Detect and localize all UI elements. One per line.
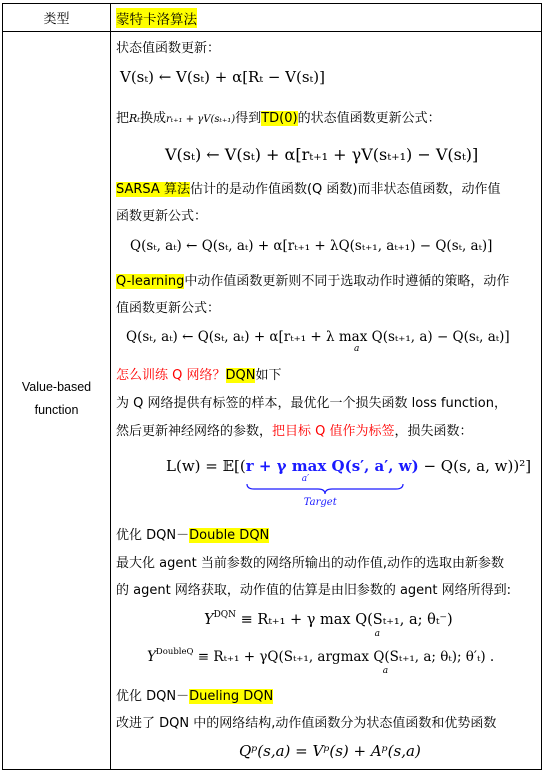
text-optimize-dqn-1: 优化 DQN－	[116, 528, 190, 543]
row-label-line2: function	[34, 403, 79, 417]
text-dedao: 得到	[235, 111, 262, 126]
text-ruxia: 如下	[255, 368, 282, 383]
text-q-update-formula: 函数更新公式：	[116, 209, 208, 224]
equation-dqn-loss	[166, 457, 532, 508]
text-replace-rt	[116, 109, 441, 130]
type-header: 类型	[43, 12, 70, 27]
qlearning-highlight: Q-learning	[116, 274, 185, 289]
equation-qlearning	[126, 329, 510, 354]
text-qlearning	[116, 272, 509, 292]
double-dqn-highlight: Double DQN	[189, 528, 270, 543]
loss-max-sub: a′	[301, 474, 310, 484]
text-update-params	[116, 422, 473, 442]
algorithm-table	[2, 3, 542, 770]
equation-td0: V(sₜ) ← V(sₜ) + α[rₜ₊₁ + γV(sₜ₊₁) − V(sₜ)]	[165, 145, 479, 164]
equation-dueling: Qᵖ(s,a) = Vᵖ(s) + Aᵖ(s,a)	[239, 742, 421, 760]
target-brace-icon	[246, 483, 404, 495]
text-sarsa-desc: 估计的是动作值函数(Q 函数)而非状态值函数，动作值	[189, 182, 501, 197]
text-double-dqn	[116, 526, 269, 546]
text-how-train: 怎么训练 Q 网络？	[116, 368, 226, 383]
qlearning-eq-right: Q(sₜ₊₁, a) − Q(sₜ, aₜ)]	[371, 329, 510, 345]
loss-eq-left: L(w) = 𝔼[(	[166, 457, 246, 475]
double-q-text: ≡ Rₜ₊₁ + γQ(Sₜ₊₁, argmax Q(Sₜ₊₁, a; θₜ); θ′ₜ) .	[197, 649, 495, 665]
qlearning-eq-part1	[126, 329, 368, 354]
text-double-dqn-desc2: 的 agent 网络获取，动作值的估算是由旧参数的 agent 网络所得到:	[116, 583, 512, 598]
text-qlearning-desc: 中动作值函数更新则不同于选取动作时遵循的策略，动作	[184, 274, 510, 289]
text-label-samples: 为 Q 网络提供有标签的样本，最优化一个损失函数 loss function，	[116, 396, 507, 411]
text-q-value-formula: 值函数更新公式：	[116, 301, 221, 316]
text-dueling-desc: 改进了 DQN 中的网络结构,动作值函数分为状态值函数和优势函数	[116, 716, 497, 731]
text-sarsa	[116, 180, 500, 200]
symbol-rt: Rₜ	[129, 112, 141, 125]
text-dueling-dqn	[116, 687, 273, 707]
text-update-nn: 然后更新神经网络的参数，	[116, 424, 273, 439]
text-how-train-q	[116, 366, 281, 386]
dqn-max-sub: a	[374, 629, 381, 639]
loss-target-term	[245, 457, 419, 508]
algorithm-title	[116, 4, 197, 31]
text-loss: ，损失函数：	[394, 424, 473, 439]
algorithm-title-text: 蒙特卡洛算法	[116, 8, 197, 28]
row-label	[3, 376, 110, 422]
td0-highlight: TD(0)	[261, 111, 298, 126]
y-symbol-1: Y	[204, 612, 214, 628]
equation-mc-update: V(sₜ) ← V(sₜ) + α[Rₜ − V(sₜ)]	[120, 68, 325, 86]
row-label-line1: Value-based	[21, 380, 92, 394]
target-label: Target	[303, 497, 337, 508]
argmax-sub: a	[382, 666, 389, 676]
equation-double-q-target	[147, 647, 495, 676]
dqn-highlight: DQN	[225, 368, 256, 383]
y-dqn-sup: DQN	[213, 610, 237, 620]
qlearning-eq-left: Q(sₜ, aₜ) ← Q(sₜ, aₜ) + α[rₜ₊₁ + λ max	[126, 329, 368, 345]
dqn-target-text: ≡ Rₜ₊₁ + γ max Q(Sₜ₊₁, a; θₜ⁻)	[240, 612, 453, 628]
column-divider	[110, 4, 111, 769]
text-double-dqn-desc1: 最大化 agent 当前参数的网络所输出的动作值,动作的选取由新参数	[116, 556, 504, 571]
text-optimize-dqn-2: 优化 DQN－	[116, 689, 190, 704]
dueling-dqn-highlight: Dueling DQN	[189, 689, 274, 704]
double-q-rhs	[197, 649, 495, 676]
text-state-value-update: 状态值函数更新：	[116, 41, 221, 56]
text-huancheng: 换成	[140, 111, 167, 126]
equation-dqn-target	[204, 610, 453, 639]
y-symbol-2: Y	[147, 649, 156, 665]
text-td-formula: 的状态值函数更新公式：	[297, 111, 441, 126]
qlearning-max-sub: a	[353, 344, 360, 354]
text-ba: 把	[116, 111, 130, 126]
symbol-td-target: rₜ₊₁ + γV(sₜ₊₁)	[166, 114, 236, 125]
y-doubleq-sup: DoubleQ	[155, 647, 194, 657]
text-target-as-label: 把目标 Q 值作为标签	[272, 424, 395, 439]
sarsa-highlight: SARSA 算法	[116, 182, 190, 197]
header-divider	[3, 31, 541, 32]
loss-target-text: r + γ max Q(s′, a′, w)	[245, 457, 419, 475]
loss-eq-right: − Q(s, a, w))²]	[418, 457, 532, 475]
dqn-target-rhs	[240, 612, 453, 639]
equation-sarsa: Q(sₜ, aₜ) ← Q(sₜ, aₜ) + α[rₜ₊₁ + λQ(sₜ₊₁, aₜ₊₁) − Q(sₜ, aₜ)]	[130, 238, 493, 254]
